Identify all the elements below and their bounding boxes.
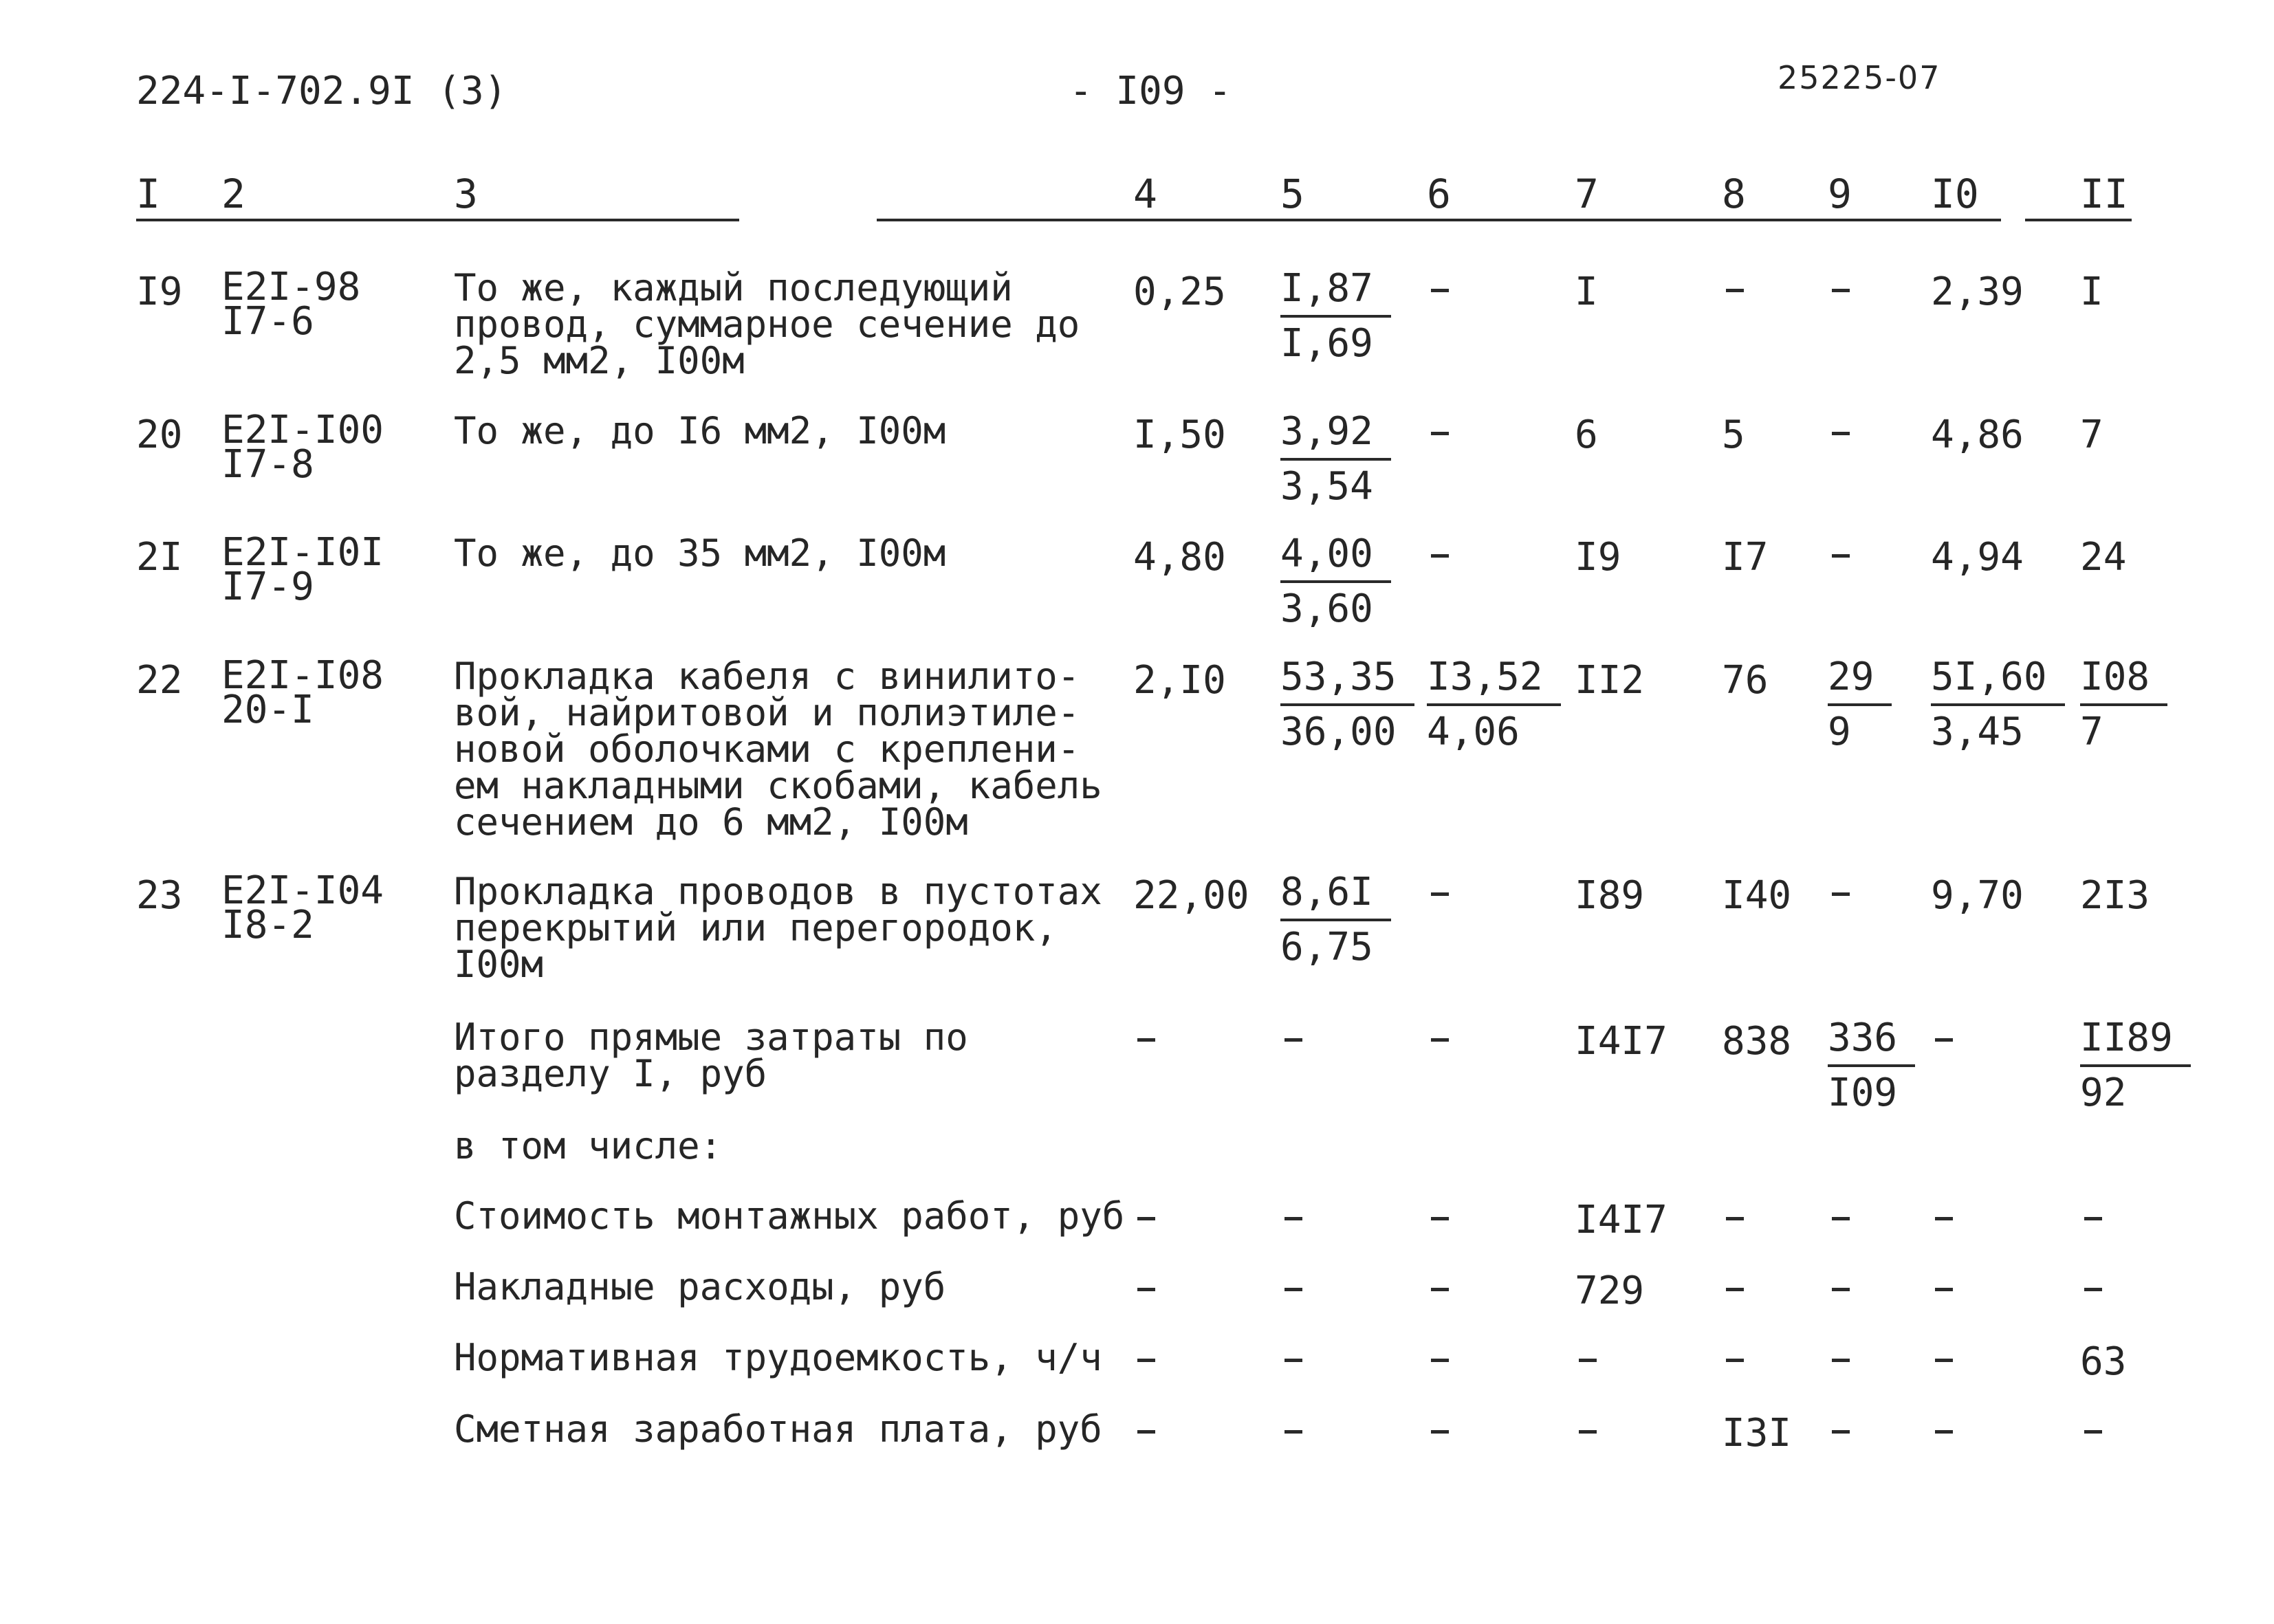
norm-code: Е2I-I00: [221, 408, 384, 452]
summary-c4-dash: [1137, 1288, 1155, 1291]
cell-c9-fraction: [1828, 651, 1892, 758]
summary-c11-dash: [2084, 1430, 2102, 1434]
totals-label-line: Итого прямые затраты по: [454, 1016, 968, 1059]
summary-label: Стоимость монтажных работ, руб: [454, 1194, 1125, 1238]
cell-c9-dash: [1832, 432, 1850, 435]
page-number: - I09 -: [1069, 69, 1232, 113]
summary-c11: 63: [2080, 1339, 2127, 1384]
work-description-line: сечением до 6 мм2, I00м: [454, 800, 968, 844]
cell-c6-denominator: 4,06: [1427, 710, 1520, 754]
cell-c10: 4,94: [1931, 535, 2024, 580]
cell-c5-fraction: [1280, 651, 1414, 758]
cell-c10: 2,39: [1931, 270, 2024, 314]
summary-c6-dash: [1431, 1430, 1449, 1434]
cell-c7: I9: [1575, 535, 1621, 580]
summary-c6-dash: [1431, 1217, 1449, 1220]
cell-c5-denominator: I,69: [1280, 321, 1373, 366]
totals-c9-numerator: 336: [1828, 1012, 1915, 1067]
cell-c5-fraction: [1280, 406, 1391, 513]
summary-label: Сметная заработная плата, руб: [454, 1407, 1102, 1451]
column-number: 8: [1722, 171, 1746, 217]
header-rule: [877, 219, 2001, 221]
cell-c6-dash: [1431, 892, 1449, 896]
cell-c11-denominator: 7: [2080, 710, 2103, 754]
cell-c5-numerator: 3,92: [1280, 406, 1391, 461]
summary-c5-dash: [1284, 1217, 1302, 1220]
norm-code-sub: I8-2: [221, 903, 314, 947]
summary-c6-dash: [1431, 1288, 1449, 1291]
row-number: 20: [136, 413, 183, 457]
column-number: 2: [221, 171, 245, 217]
row-number: 2I: [136, 535, 183, 580]
cell-c5-fraction: [1280, 528, 1391, 635]
cell-c4: 4,80: [1133, 535, 1226, 580]
cell-c5-denominator: 3,54: [1280, 464, 1373, 509]
norm-code-sub: I7-9: [221, 564, 314, 609]
totals-label-line: разделу I, руб: [454, 1052, 767, 1095]
norm-code: Е2I-I08: [221, 653, 384, 698]
summary-c10-dash: [1935, 1430, 1953, 1434]
cell-c5-fraction: [1280, 866, 1391, 974]
totals-c4-dash: [1137, 1038, 1155, 1042]
summary-c6-dash: [1431, 1359, 1449, 1362]
cell-c11: 24: [2080, 535, 2127, 580]
work-description-line: провод, суммарное сечение до: [454, 303, 1080, 346]
summary-c7: I4I7: [1575, 1198, 1668, 1242]
cell-c5-denominator: 36,00: [1280, 710, 1397, 754]
column-number: 4: [1133, 171, 1157, 217]
cell-c8: 76: [1722, 658, 1769, 703]
work-description-line: новой оболочками с креплени-: [454, 727, 1080, 771]
cell-c11: I: [2080, 270, 2103, 314]
column-number: 9: [1828, 171, 1852, 217]
norm-code: Е2I-98: [221, 265, 361, 309]
cell-c7: I89: [1575, 873, 1645, 918]
cell-c5-fraction: [1280, 263, 1391, 370]
summary-c5-dash: [1284, 1288, 1302, 1291]
column-number: I: [136, 171, 160, 217]
cell-c6-dash: [1431, 289, 1449, 292]
summary-c9-dash: [1832, 1288, 1850, 1291]
cell-c4: 0,25: [1133, 270, 1226, 314]
work-description-line: Прокладка проводов в пустотах: [454, 870, 1102, 913]
cell-c8-dash: [1726, 289, 1744, 292]
norm-code: Е2I-I0I: [221, 530, 384, 575]
summary-c8-dash: [1726, 1288, 1744, 1291]
cell-c7: II2: [1575, 658, 1645, 703]
row-number: 22: [136, 658, 183, 703]
norm-code: Е2I-I04: [221, 868, 384, 913]
cell-c9-dash: [1832, 289, 1850, 292]
row-number: I9: [136, 270, 183, 314]
cell-c4: 22,00: [1133, 873, 1249, 918]
totals-c8: 838: [1722, 1019, 1792, 1064]
summary-c10-dash: [1935, 1217, 1953, 1220]
work-description-line: 2,5 мм2, I00м: [454, 339, 745, 382]
summary-c8-dash: [1726, 1359, 1744, 1362]
summary-c10-dash: [1935, 1359, 1953, 1362]
summary-c7-dash: [1579, 1430, 1597, 1434]
summary-c5-dash: [1284, 1359, 1302, 1362]
handwritten-number: 25225-07: [1778, 59, 1941, 96]
cell-c9-dash: [1832, 892, 1850, 896]
including-label: в том числе:: [454, 1124, 723, 1167]
work-description-line: То же, каждый последующий: [454, 266, 1013, 309]
cell-c7: 6: [1575, 413, 1598, 457]
cell-c8: I7: [1722, 535, 1769, 580]
norm-code-sub: I7-6: [221, 299, 314, 344]
totals-c10-dash: [1935, 1038, 1953, 1042]
cell-c10-denominator: 3,45: [1931, 710, 2024, 754]
cell-c5-numerator: I,87: [1280, 263, 1391, 318]
column-number: II: [2080, 171, 2128, 217]
summary-c9-dash: [1832, 1217, 1850, 1220]
cell-c10-fraction: [1931, 651, 2065, 758]
summary-c9-dash: [1832, 1359, 1850, 1362]
totals-c11-denominator: 92: [2080, 1071, 2127, 1115]
cell-c6-dash: [1431, 432, 1449, 435]
cell-c5-numerator: 4,00: [1280, 528, 1391, 583]
cell-c4: I,50: [1133, 413, 1226, 457]
work-description-line: I00м: [454, 943, 544, 986]
cell-c7: I: [1575, 270, 1598, 314]
work-description-line: Прокладка кабеля с винилито-: [454, 655, 1080, 698]
summary-label: Накладные расходы, руб: [454, 1265, 946, 1308]
cell-c8: 5: [1722, 413, 1745, 457]
header-rule: [2025, 219, 2132, 221]
summary-c8-dash: [1726, 1217, 1744, 1220]
row-number: 23: [136, 873, 183, 918]
cell-c10: 4,86: [1931, 413, 2024, 457]
work-description-line: перекрытий или перегородок,: [454, 906, 1058, 950]
summary-c8: I3I: [1722, 1411, 1792, 1456]
cell-c11-fraction: [2080, 651, 2167, 758]
cell-c11: 2I3: [2080, 873, 2150, 918]
cell-c10-numerator: 5I,60: [1931, 651, 2065, 706]
cell-c5-numerator: 53,35: [1280, 651, 1414, 706]
column-number: 3: [454, 171, 478, 217]
totals-c7: I4I7: [1575, 1019, 1668, 1064]
totals-c11-numerator: II89: [2080, 1012, 2191, 1067]
cell-c9-numerator: 29: [1828, 651, 1892, 706]
summary-c5-dash: [1284, 1430, 1302, 1434]
norm-code-sub: I7-8: [221, 442, 314, 487]
summary-c7: 729: [1575, 1269, 1645, 1313]
summary-c4-dash: [1137, 1430, 1155, 1434]
totals-c11-fraction: [2080, 1012, 2191, 1119]
cell-c11-numerator: I08: [2080, 651, 2167, 706]
summary-c9-dash: [1832, 1430, 1850, 1434]
cell-c9-dash: [1832, 554, 1850, 558]
summary-c11-dash: [2084, 1217, 2102, 1220]
document-code: 224-I-702.9I (3): [136, 69, 507, 113]
header-rule: [136, 219, 739, 221]
column-number: 7: [1575, 171, 1599, 217]
norm-code-sub: 20-I: [221, 688, 314, 732]
work-description-line: ем накладными скобами, кабель: [454, 764, 1102, 807]
cell-c6-fraction: [1427, 651, 1561, 758]
work-description-line: То же, до 35 мм2, I00м: [454, 531, 946, 575]
summary-c11-dash: [2084, 1288, 2102, 1291]
cell-c10: 9,70: [1931, 873, 2024, 918]
summary-c4-dash: [1137, 1359, 1155, 1362]
column-number: 5: [1280, 171, 1304, 217]
cell-c9-denominator: 9: [1828, 710, 1851, 754]
work-description-line: То же, до I6 мм2, I00м: [454, 409, 946, 452]
summary-c7-dash: [1579, 1359, 1597, 1362]
summary-label: Нормативная трудоемкость, ч/ч: [454, 1336, 1102, 1379]
cell-c4: 2,I0: [1133, 658, 1226, 703]
cell-c5-denominator: 3,60: [1280, 586, 1373, 631]
column-number: I0: [1931, 171, 1979, 217]
totals-c6-dash: [1431, 1038, 1449, 1042]
summary-c10-dash: [1935, 1288, 1953, 1291]
totals-c9-denominator: I09: [1828, 1071, 1898, 1115]
cell-c5-denominator: 6,75: [1280, 925, 1373, 969]
cell-c5-numerator: 8,6I: [1280, 866, 1391, 921]
work-description-line: вой, найритовой и полиэтиле-: [454, 691, 1080, 734]
cell-c6-numerator: I3,52: [1427, 651, 1561, 706]
cell-c11: 7: [2080, 413, 2103, 457]
cell-c6-dash: [1431, 554, 1449, 558]
column-number: 6: [1427, 171, 1451, 217]
totals-c9-fraction: [1828, 1012, 1915, 1119]
totals-c5-dash: [1284, 1038, 1302, 1042]
summary-c4-dash: [1137, 1217, 1155, 1220]
cell-c8: I40: [1722, 873, 1792, 918]
